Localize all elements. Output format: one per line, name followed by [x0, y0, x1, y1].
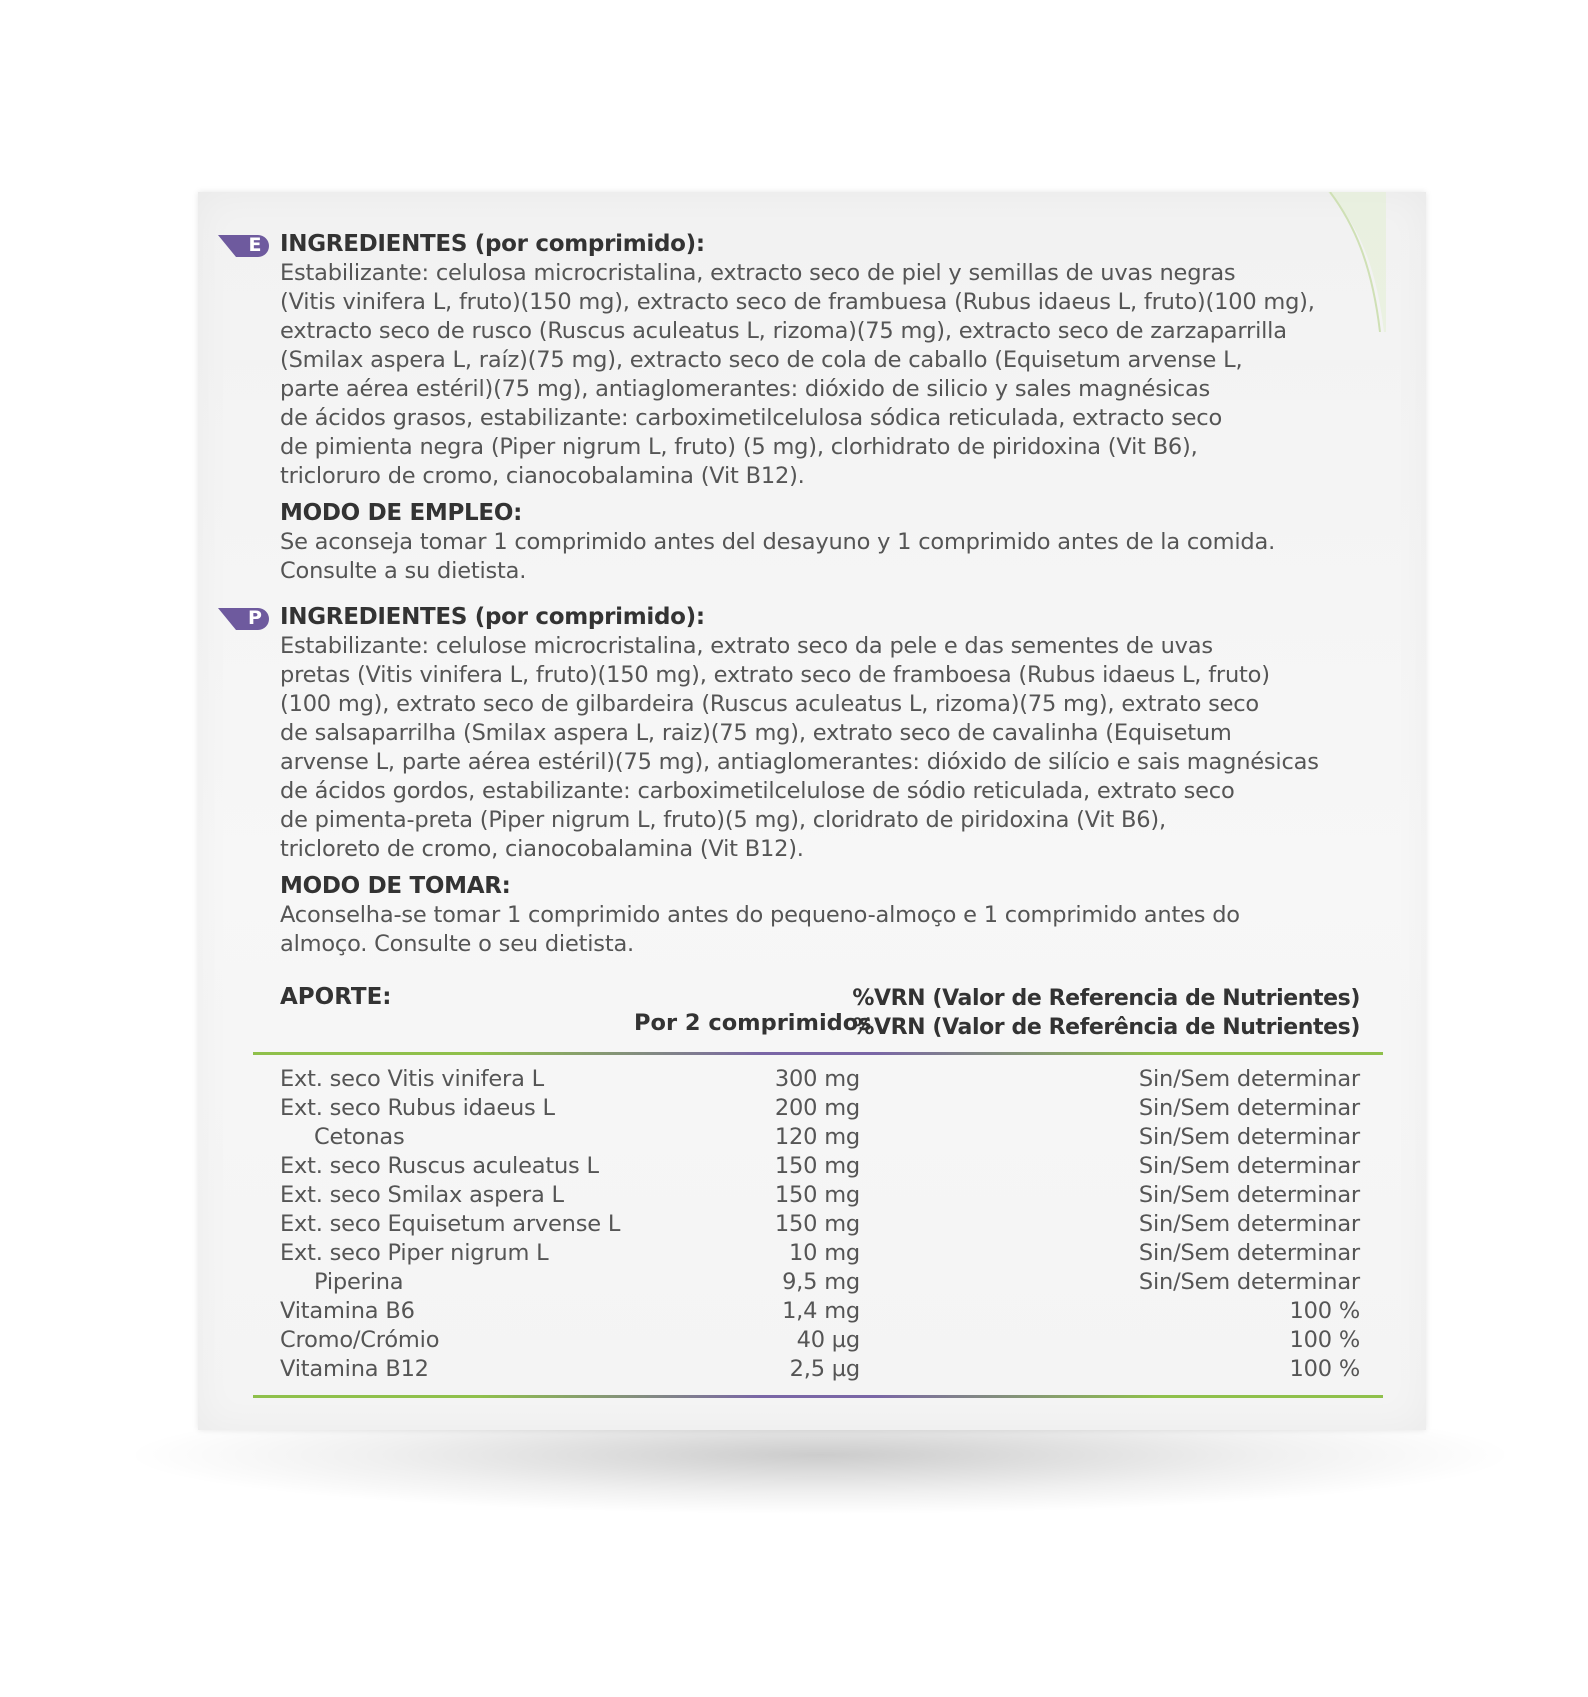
row-amount: 150 mg — [774, 1153, 860, 1179]
column-header-vrn-pt: %VRN (Valor de Referência de Nutrientes) — [852, 1015, 1360, 1040]
row-name: Ext. seco Ruscus aculeatus L — [280, 1153, 599, 1179]
table-body — [280, 1066, 1360, 1385]
ingredients-heading-es: INGREDIENTES (por comprimido): — [280, 231, 705, 257]
column-header-vrn-es: %VRN (Valor de Referencia de Nutrientes) — [852, 986, 1360, 1011]
row-name: Cetonas — [314, 1124, 405, 1150]
row-amount: 1,4 mg — [782, 1298, 860, 1324]
table-row — [280, 1269, 1360, 1298]
row-name: Ext. seco Rubus idaeus L — [280, 1095, 555, 1121]
table-row — [280, 1327, 1360, 1356]
table-row — [280, 1211, 1360, 1240]
row-vrn: 100 % — [1289, 1298, 1360, 1324]
row-amount: 40 µg — [796, 1327, 860, 1353]
row-name: Vitamina B6 — [280, 1298, 415, 1324]
row-vrn: Sin/Sem determinar — [1138, 1269, 1360, 1295]
table-header — [280, 984, 1360, 1054]
table-row — [280, 1356, 1360, 1385]
badge-letter: P — [248, 607, 262, 629]
row-vrn: Sin/Sem determinar — [1138, 1211, 1360, 1237]
table-rule-bottom — [253, 1395, 1383, 1398]
usage-text-es: Se aconseja tomar 1 comprimido antes del desayuno y 1 comprimido antes de la comida. Consulte a su dietista. — [280, 529, 1276, 584]
row-amount: 150 mg — [774, 1182, 860, 1208]
column-header-per-dose: Por 2 comprimidos — [634, 1010, 872, 1036]
section-pt — [248, 603, 1360, 959]
row-vrn: Sin/Sem determinar — [1138, 1124, 1360, 1150]
table-row — [280, 1182, 1360, 1211]
table-rule-top — [253, 1052, 1383, 1055]
usage-text-pt: Aconselha-se tomar 1 comprimido antes do pequeno-almoço e 1 comprimido antes do almoço. Consulte o seu dietista. — [280, 902, 1240, 957]
section-es — [248, 230, 1360, 586]
row-amount: 300 mg — [774, 1066, 860, 1092]
column-header-vrn — [852, 984, 1360, 1042]
usage-heading-es: MODO DE EMPLEO: — [280, 500, 522, 526]
table-row — [280, 1066, 1360, 1095]
row-amount: 120 mg — [774, 1124, 860, 1150]
row-vrn: Sin/Sem determinar — [1138, 1240, 1360, 1266]
row-vrn: Sin/Sem determinar — [1138, 1182, 1360, 1208]
language-badge-pt — [218, 605, 274, 631]
table-row — [280, 1153, 1360, 1182]
badge-letter: E — [248, 234, 262, 256]
row-vrn: 100 % — [1289, 1327, 1360, 1353]
row-name: Ext. seco Vitis vinifera L — [280, 1066, 544, 1092]
column-header-aporte: APORTE: — [280, 984, 392, 1010]
row-vrn: Sin/Sem determinar — [1138, 1066, 1360, 1092]
row-amount: 200 mg — [774, 1095, 860, 1121]
ingredients-text-pt: Estabilizante: celulose microcristalina, extrato seco da pele e das sementes de uvas pretas (Vitis vinifera L, fruto)(150 mg), extrato seco de framboesa (Rubus idaeus L, fruto) (100 mg), extrato seco de gilbardeira (Ruscus aculeatus L, rizoma)(75 mg), extrato seco de salsaparrilha (Smilax aspera L, raiz)(75 mg), extrato seco de cavalinha (Equisetum arvense L, parte aérea estéril)(75 mg), antiaglomerantes: dióxido de silício e sais magnésicas de ácidos gordos, estabilizante: carboximetilcelulose de sódio reticulada, extrato seco de pimenta-preta (Piper nigrum L, fruto)(5 mg), cloridrato de piridoxina (Vit B6), tricloreto de cromo, cianocobalamina (Vit B12). — [280, 633, 1319, 862]
row-name: Ext. seco Piper nigrum L — [280, 1240, 549, 1266]
table-row — [280, 1298, 1360, 1327]
row-name: Ext. seco Smilax aspera L — [280, 1182, 564, 1208]
language-badge-es — [218, 232, 274, 258]
usage-heading-pt: MODO DE TOMAR: — [280, 873, 511, 899]
table-row — [280, 1124, 1360, 1153]
ingredients-heading-pt: INGREDIENTES (por comprimido): — [280, 604, 705, 630]
product-label-panel — [198, 192, 1426, 1430]
row-amount: 2,5 µg — [789, 1356, 860, 1382]
table-row — [280, 1095, 1360, 1124]
row-name: Ext. seco Equisetum arvense L — [280, 1211, 621, 1237]
nutrition-table — [280, 984, 1360, 1382]
table-row — [280, 1240, 1360, 1269]
row-name: Vitamina B12 — [280, 1356, 429, 1382]
row-amount: 10 mg — [789, 1240, 860, 1266]
row-name: Cromo/Crómio — [280, 1327, 440, 1353]
row-amount: 9,5 mg — [782, 1269, 860, 1295]
row-vrn: Sin/Sem determinar — [1138, 1095, 1360, 1121]
row-name: Piperina — [314, 1269, 404, 1295]
row-amount: 150 mg — [774, 1211, 860, 1237]
row-vrn: 100 % — [1289, 1356, 1360, 1382]
ingredients-text-es: Estabilizante: celulosa microcristalina, extracto seco de piel y semillas de uvas negras (Vitis vinifera L, fruto)(150 mg), extracto seco de frambuesa (Rubus idaeus L, fruto)(100 mg), extracto seco de rusco (Ruscus aculeatus L, rizoma)(75 mg), extracto seco de zarzaparrilla (Smilax aspera L, raíz)(75 mg), extracto seco de cola de caballo (Equisetum arvense L, parte aérea estéril)(75 mg), antiaglomerantes: dióxido de silicio y sales magnésicas de ácidos grasos, estabilizante: carboximetilcelulosa sódica reticulada, extracto seco de pimienta negra (Piper nigrum L, fruto) (5 mg), clorhidrato de piridoxina (Vit B6), tricloruro de cromo, cianocobalamina (Vit B12). — [280, 260, 1315, 489]
row-vrn: Sin/Sem determinar — [1138, 1153, 1360, 1179]
